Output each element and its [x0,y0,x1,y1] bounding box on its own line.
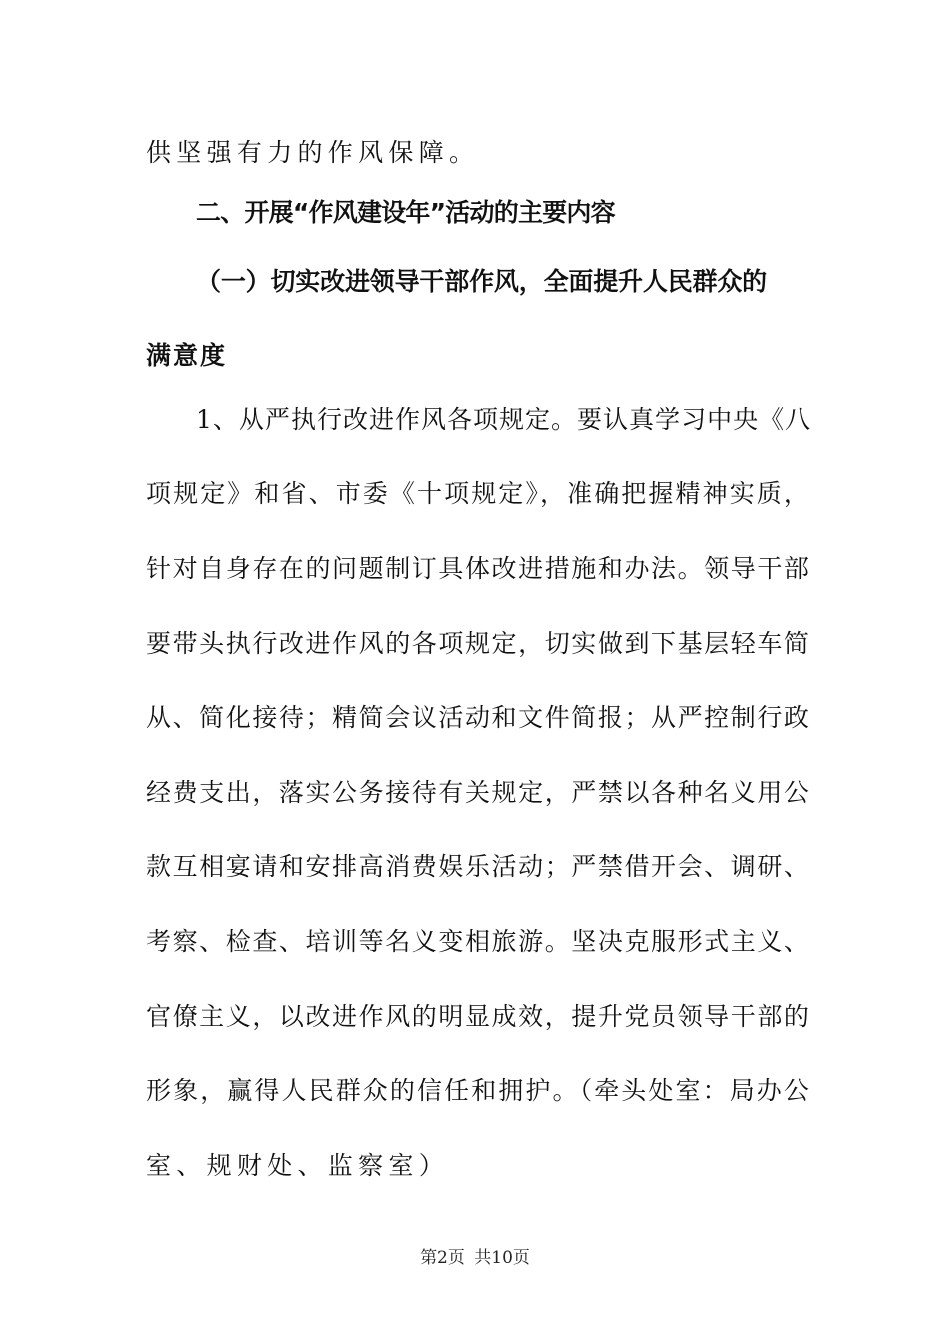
subsection-heading-line-1: （一）切实改进领导干部作风，全面提升人民群众的 [196,267,768,296]
paragraph-line: 项规定》和省、市委《十项规定》，准确把握精神实质， [146,479,812,508]
paragraph-line: 从、简化接待；精简会议活动和文件简报；从严控制行政 [146,703,811,732]
paragraph-line: 考察、检查、培训等名义变相旅游。坚决克服形式主义、 [146,927,811,956]
paragraph-line: 1、从严执行改进作风各项规定。要认真学习中央《八 [196,405,812,434]
paragraph-line: 经费支出，落实公务接待有关规定，严禁以各种名义用公 [146,778,811,807]
opening-text-line: 供坚强有力的作风保障。 [146,138,480,167]
page-total: 共10页 [474,1248,530,1268]
page-number: 第2页 [420,1248,465,1268]
paragraph-line: 款互相宴请和安排高消费娱乐活动；严禁借开会、调研、 [146,852,811,881]
paragraph-line: 官僚主义，以改进作风的明显成效，提升党员领导干部的 [146,1002,811,1031]
paragraph-line: 要带头执行改进作风的各项规定，切实做到下基层轻车简 [146,629,811,658]
paragraph-line: 形象，赢得人民群众的信任和拥护。（牵头处室：局办公 [146,1076,812,1105]
section-heading: 二、开展“作风建设年”活动的主要内容 [196,198,615,227]
subsection-heading-line-2: 满意度 [146,341,228,370]
page-footer [0,1243,950,1268]
paragraph-line: 室、规财处、监察室） [146,1151,450,1180]
paragraph-line: 针对自身存在的问题制订具体改进措施和办法。领导干部 [146,554,811,583]
